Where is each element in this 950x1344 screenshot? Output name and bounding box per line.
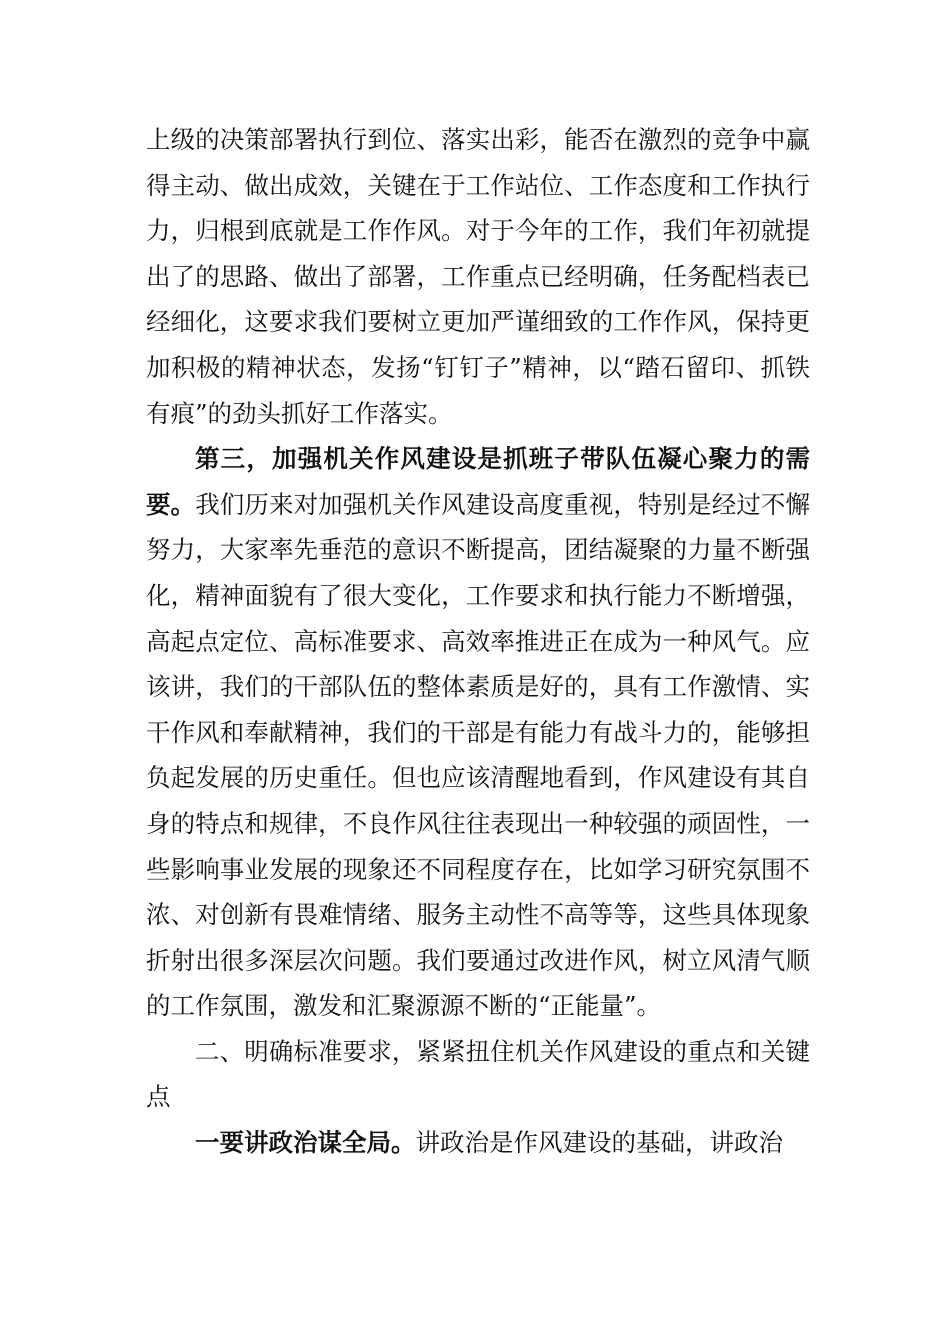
paragraph-lead-bold: 一要讲政治谋全局。: [195, 1128, 416, 1158]
paragraph-third-point: [146, 436, 810, 1029]
paragraph-body-text: 讲政治是作风建设的基础，讲政治: [415, 1128, 783, 1158]
paragraph-body-text: 我们历来对加强机关作风建设高度重视，特别是经过不懈努力，大家率先垂范的意识不断提高，团结凝聚的力量不断强化，精神面貌有了很大变化，工作要求和执行能力不断增强，高起点定位、高标准要求、高效率推进正在成为一种风气。应该讲，我们的干部队伍的整体素质是好的，具有工作激情、实干作风和奉献精神，我们的干部是有能力有战斗力的，能够担负起发展的历史重任。但也应该清醒地看到，作风建设有其自身的特点和规律，不良作风往往表现出一种较强的顽固性，一些影响事业发展的现象还不同程度存在，比如学习研究氛围不浓、对创新有畏难情绪、服务主动性不高等等，这些具体现象折射出很多深层次问题。我们要通过改进作风，树立风清气顺的工作氛围，激发和汇聚源源不断的“正能量”。: [146, 489, 811, 1021]
paragraph-first-requirement: [146, 1120, 810, 1166]
paragraph-continuation: 上级的决策部署执行到位、落实出彩，能否在激烈的竞争中赢得主动、做出成效，关键在于工作站位、工作态度和工作执行力，归根到底就是工作作风。对于今年的工作，我们年初就提出了的思路、做出了部署，工作重点已经明确，任务配档表已经细化，这要求我们要树立更加严谨细致的工作作风，保持更加积极的精神状态，发扬“钉钉子”精神，以“踏石留印、抓铁有痕”的劲头抓好工作落实。: [146, 125, 810, 428]
document-body: [146, 117, 810, 1166]
paragraph-lead-bold: 第三，加强机关作风建设是抓班子带队伍凝心聚力的需要。: [146, 444, 810, 519]
section-heading: 二、明确标准要求，紧紧扭住机关作风建设的重点和关键点: [146, 1036, 810, 1112]
